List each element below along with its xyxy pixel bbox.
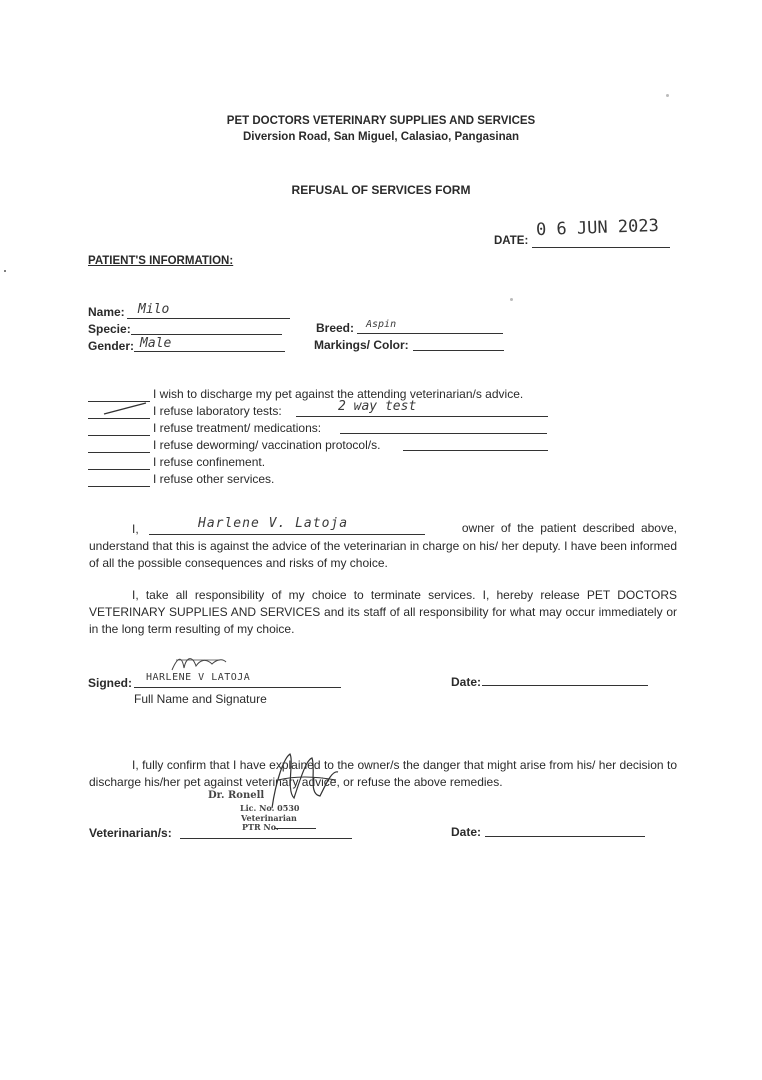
- owner-name-line: [149, 534, 425, 535]
- vet-signature-scribble-icon: [264, 750, 344, 812]
- vet-date-label: Date:: [451, 825, 482, 839]
- scan-speck: [4, 270, 6, 272]
- vet-stamp-line-3: Veterinarian: [241, 813, 297, 823]
- scan-speck: [666, 94, 669, 97]
- refusal-confinement: I refuse confinement.: [153, 455, 266, 469]
- checkbox-line-confinement[interactable]: [88, 469, 150, 470]
- checkbox-line-other[interactable]: [88, 486, 150, 487]
- lab-tests-detail: 2 way test: [338, 399, 417, 414]
- ptr-line: [274, 828, 316, 829]
- owner-name-value: Harlene V. Latoja: [198, 516, 349, 531]
- date-label: DATE:: [494, 235, 529, 247]
- checkbox-line-lab-tests[interactable]: [88, 418, 150, 419]
- markings-label: Markings/ Color:: [314, 338, 409, 352]
- org-address: Diversion Road, San Miguel, Calasiao, Pangasinan: [242, 131, 520, 143]
- name-value: Milo: [138, 302, 170, 317]
- vet-confirmation-paragraph: I, fully confirm that I have explained to the owner/s the danger that might arise from his/ her decision to discharge his/her pet against veterinary advice, or refuse the above remedies.: [89, 758, 677, 789]
- vet-stamp-line-1: Dr. Ronell: [208, 790, 265, 801]
- gender-value: Male: [140, 336, 172, 351]
- gender-line: [134, 351, 285, 352]
- owner-date-label: Date:: [451, 675, 482, 689]
- owner-date-line: [482, 685, 648, 686]
- name-label: Name:: [88, 305, 125, 319]
- signature-line: [134, 687, 341, 688]
- date-stamp: 0 6 JUN 2023: [535, 215, 660, 241]
- specie-label: Specie:: [88, 322, 131, 336]
- vet-stamp-line-2: Lic. No. 0530: [240, 803, 300, 813]
- gender-label: Gender:: [88, 339, 135, 353]
- refusal-treatment: I refuse treatment/ medications:: [153, 421, 322, 435]
- breed-line: [357, 333, 503, 334]
- patient-section-title: PATIENT'S INFORMATION:: [88, 255, 234, 267]
- date-line: [532, 247, 670, 248]
- refusal-discharge: I wish to discharge my pet against the attending veterinarian/s advice.: [153, 387, 524, 401]
- refusal-deworming: I refuse deworming/ vaccination protocol/s.: [153, 438, 381, 452]
- checkbox-line-deworming[interactable]: [88, 452, 150, 453]
- signed-label: Signed:: [88, 676, 132, 690]
- specie-line: [131, 334, 282, 335]
- name-line: [127, 318, 290, 319]
- vet-label: Veterinarian/s:: [89, 826, 172, 840]
- vet-stamp-line-4: PTR No.: [242, 822, 279, 832]
- check-mark-icon: [102, 400, 148, 416]
- markings-line: [413, 350, 504, 351]
- scan-speck: [510, 298, 513, 301]
- declaration-paragraph-2: I, take all responsibility of my choice to terminate services. I, hereby release PET DOCTORS VETERINARY SUPPLIES AND SERVICES and its staff of all responsibility for what may occur immediately or in the long term resulting of my choice.: [89, 588, 677, 636]
- declaration-paragraph-1: understand that this is against the advice of the veterinarian in charge on his/ her deputy. I have been informed of all the possible consequences and risks of my choice.: [89, 539, 677, 570]
- refusal-lab-tests: I refuse laboratory tests:: [153, 404, 282, 418]
- treatment-detail-line: [340, 433, 547, 434]
- lab-tests-detail-line: [296, 416, 548, 417]
- breed-value: Aspin: [366, 319, 397, 330]
- vet-signature-line: [180, 838, 352, 839]
- owner-printed-name: HARLENE V LATOJA: [146, 672, 251, 683]
- declaration-suffix: owner of the patient described above,: [461, 521, 677, 535]
- declaration-prefix: I,: [132, 522, 139, 536]
- vet-date-line: [485, 836, 645, 837]
- form-title: REFUSAL OF SERVICES FORM: [291, 183, 471, 197]
- breed-label: Breed:: [316, 321, 355, 335]
- checkbox-line-treatment[interactable]: [88, 435, 150, 436]
- signature-caption: Full Name and Signature: [134, 692, 267, 706]
- org-name: PET DOCTORS VETERINARY SUPPLIES AND SERVICES: [226, 115, 536, 127]
- refusal-other: I refuse other services.: [153, 472, 275, 486]
- deworming-detail-line: [403, 450, 548, 451]
